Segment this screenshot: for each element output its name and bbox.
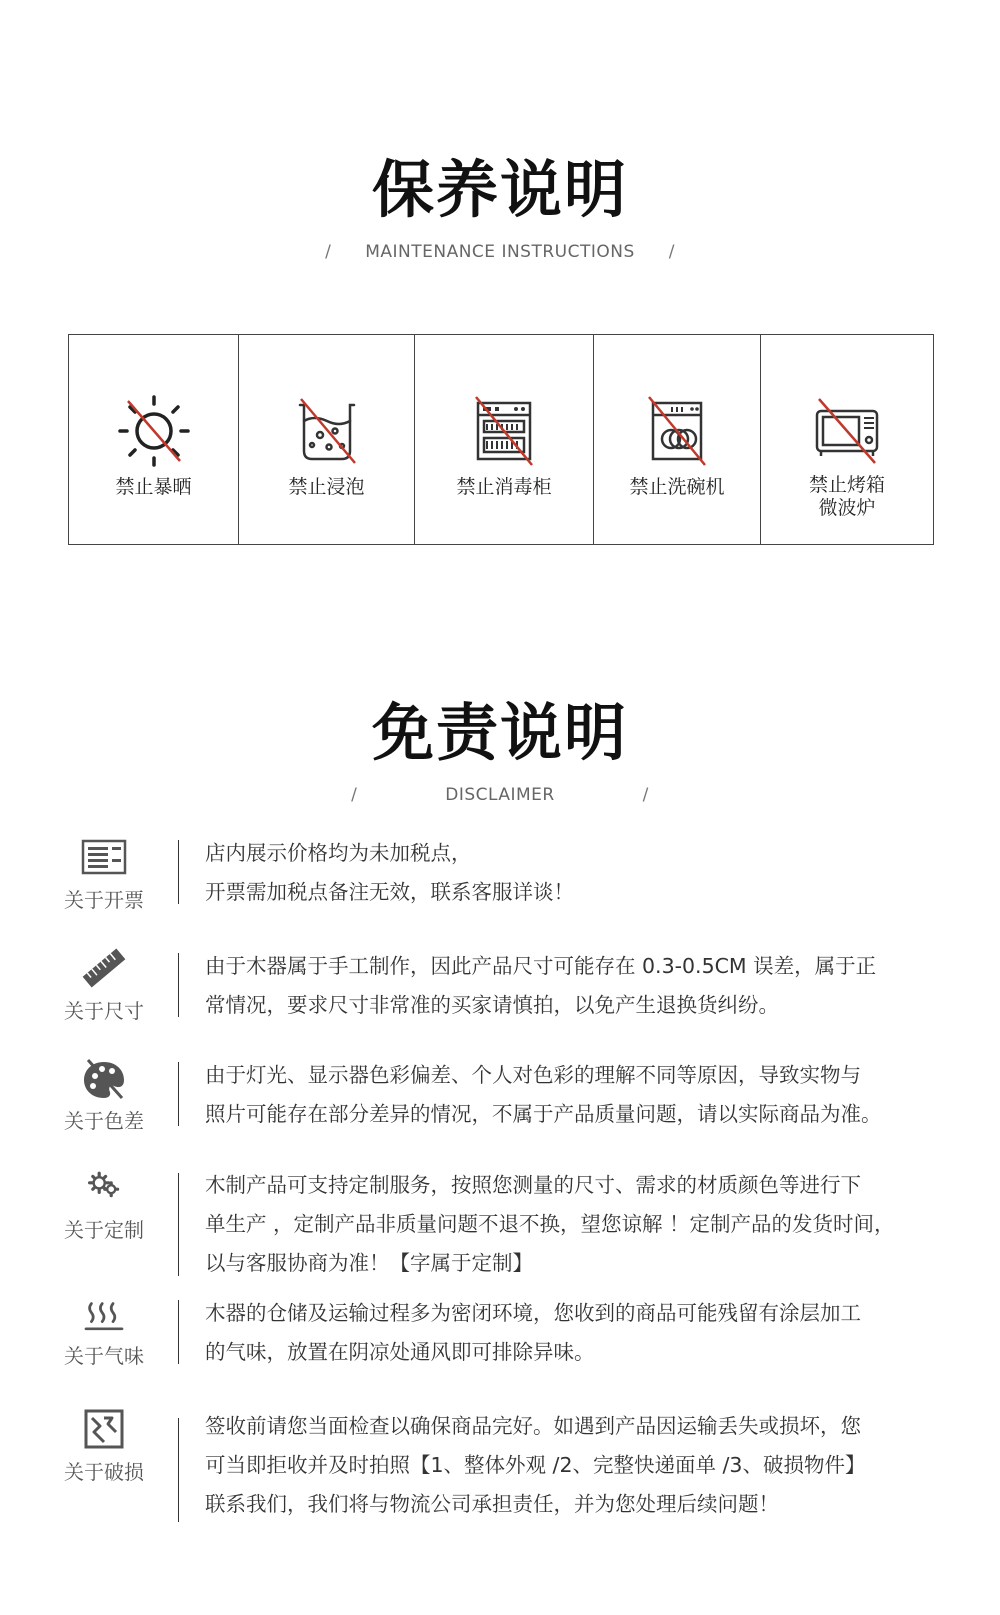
care-label <box>761 474 933 520</box>
care-label-line1: 禁止烤箱 <box>808 474 885 496</box>
slash-left: / <box>325 242 332 262</box>
disclaimer-label: 关于尺寸 <box>64 999 144 1023</box>
text-line: 的气味，放置在阴凉处通风即可排除异味。 <box>205 1340 595 1364</box>
care-item-no-dishwasher <box>594 335 761 544</box>
palette-icon <box>80 1056 128 1100</box>
text-line: 联系我们，我们将与物流公司承担责任，并为您处理后续问题！ <box>205 1492 779 1516</box>
disclaimer-text <box>205 947 955 1025</box>
care-item-no-microwave <box>761 335 933 544</box>
disclaimer-text <box>205 1294 955 1372</box>
care-label-line1: 禁止浸泡 <box>288 476 365 498</box>
text-line: 木制产品可支持定制服务，按照您测量的尺寸、需求的材质颜色等进行下 <box>205 1173 861 1197</box>
disclaimer-title: 免责说明 <box>371 696 628 769</box>
text-line: 签收前请您当面检查以确保商品完好。如遇到产品因运输丢失或损坏，您 <box>205 1414 861 1438</box>
text-line: 由于灯光、显示器色彩偏差、个人对色彩的理解不同等原因，导致实物与 <box>205 1063 861 1087</box>
no-dishwasher-icon <box>637 391 717 471</box>
care-title: 保养说明 <box>371 153 628 226</box>
divider <box>178 1173 179 1276</box>
care-label <box>415 475 593 499</box>
care-item-no-sterilizer <box>415 335 594 544</box>
no-soak-icon <box>287 391 367 471</box>
text-line: 可当即拒收并及时拍照【1、整体外观 /2、完整快递面单 /3、破损物件】 <box>205 1453 866 1477</box>
invoice-icon <box>80 838 128 878</box>
gears-icon <box>80 1170 128 1202</box>
disclaimer-text <box>205 1166 955 1283</box>
ruler-icon <box>80 948 128 988</box>
care-label-line1: 禁止暴晒 <box>115 476 192 498</box>
text-line: 常情况，要求尺寸非常准的买家请慎拍，以免产生退换货纠纷。 <box>205 993 779 1017</box>
disclaimer-text <box>205 834 955 912</box>
care-label <box>239 475 414 499</box>
disclaimer-text <box>205 1056 955 1134</box>
care-label <box>594 475 760 499</box>
disclaimer-subtitle: DISCLAIMER <box>445 785 555 805</box>
divider <box>178 840 179 904</box>
care-label <box>69 475 238 499</box>
care-item-no-sun <box>69 335 239 544</box>
text-line: 木器的仓储及运输过程多为密闭环境，您收到的商品可能残留有涂层加工 <box>205 1301 861 1325</box>
care-item-no-soak <box>239 335 415 544</box>
no-sterilizer-icon <box>464 391 544 471</box>
divider <box>178 1300 179 1364</box>
divider <box>178 953 179 1017</box>
no-microwave-icon <box>807 391 887 471</box>
disclaimer-label: 关于开票 <box>64 888 144 912</box>
no-sun-icon <box>114 391 194 471</box>
care-subtitle-row <box>0 242 1000 262</box>
care-label-line1: 禁止洗碗机 <box>629 476 725 498</box>
disclaimer-label: 关于破损 <box>64 1460 144 1484</box>
care-label-line2: 微波炉 <box>818 497 876 519</box>
text-line: 单生产 ，定制产品非质量问题不退不换，望您谅解 ！定制产品的发货时间， <box>205 1212 895 1236</box>
slash-right: / <box>642 785 649 805</box>
disclaimer-label: 关于色差 <box>64 1109 144 1133</box>
divider <box>178 1418 179 1522</box>
text-line: 开票需加税点备注无效，联系客服详谈！ <box>205 880 574 904</box>
text-line: 以与客服协商为准！【字属于定制】 <box>205 1251 533 1275</box>
steam-icon <box>80 1300 128 1336</box>
text-line: 照片可能存在部分差异的情况，不属于产品质量问题，请以实际商品为准。 <box>205 1102 882 1126</box>
disclaimer-label: 关于定制 <box>64 1218 144 1242</box>
disclaimer-label: 关于气味 <box>64 1344 144 1368</box>
divider <box>178 1062 179 1126</box>
text-line: 店内展示价格均为未加税点， <box>205 841 472 865</box>
broken-box-icon <box>80 1406 128 1450</box>
slash-left: / <box>351 785 358 805</box>
disclaimer-text <box>205 1407 955 1524</box>
disclaimer-subtitle-row <box>0 785 1000 805</box>
care-subtitle: MAINTENANCE INSTRUCTIONS <box>365 242 635 262</box>
text-line: 由于木器属于手工制作，因此产品尺寸可能存在 0.3-0.5CM 误差，属于正 <box>205 954 877 978</box>
slash-right: / <box>668 242 675 262</box>
care-grid <box>68 334 934 545</box>
care-label-line1: 禁止消毒柜 <box>456 476 552 498</box>
